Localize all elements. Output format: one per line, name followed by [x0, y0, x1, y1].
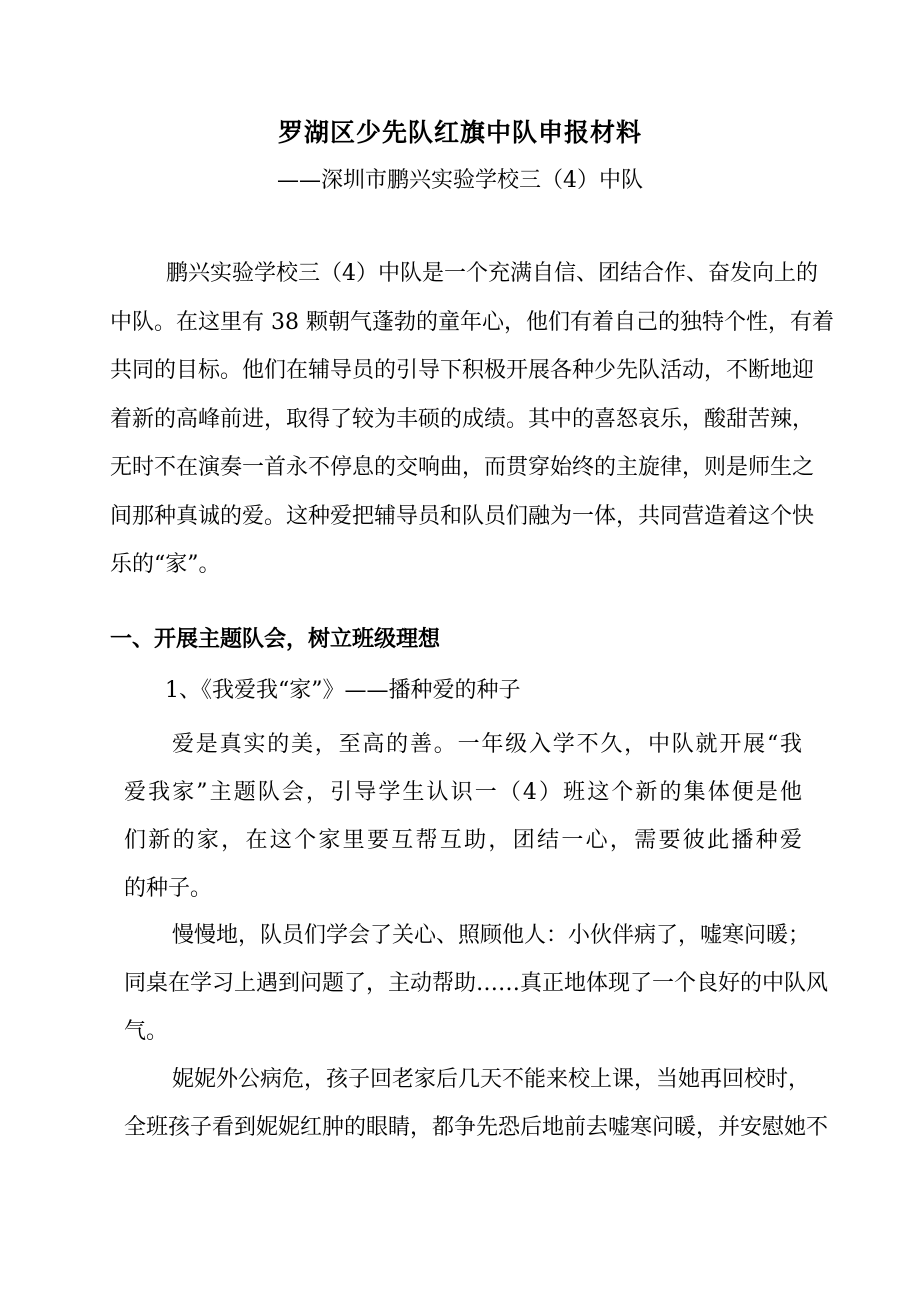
paragraph-line: 妮妮外公病危，孩子回老家后几天不能来校上课，当她再回校时， [172, 1067, 811, 1092]
intro-line: 乐的“家”。 [110, 552, 221, 577]
paragraph-line: 全班孩子看到妮妮红肿的眼睛，都争先恐后地前去嘘寒问暖，并安慰她不 [124, 1115, 829, 1140]
paragraph-line: 慢慢地，队员们学会了关心、照顾他人：小伙伴病了，嘘寒问暖； [172, 923, 811, 948]
intro-line: 鹏兴实验学校三（4）中队是一个充满自信、团结合作、奋发向上的 [166, 261, 818, 286]
document-title: 罗湖区少先队红旗中队申报材料 [277, 118, 642, 147]
body-paragraph [124, 721, 802, 913]
paragraph-line: 爱是真实的美，至高的善。一年级入学不久，中队就开展“我 [172, 732, 802, 757]
paragraph-line: 爱我家”主题队会，引导学生认识一（4）班这个新的集体便是他 [124, 780, 802, 805]
paragraph-line: 同桌在学习上遇到问题了，主动帮助……真正地体现了一个良好的中队风 [124, 971, 829, 996]
intro-line: 共同的目标。他们在辅导员的引导下积极开展各种少先队活动，不断地迎 [110, 358, 815, 383]
body-paragraph [124, 1056, 829, 1152]
section-sub-heading: 1、《我爱我“家”》——播种爱的种子 [165, 678, 521, 703]
intro-line: 中队。在这里有 38 颗朝气蓬勃的童年心，他们有着自己的独特个性，有着 [110, 309, 834, 335]
paragraph-line: 的种子。 [124, 876, 213, 901]
intro-line: 间那种真诚的爱。这种爱把辅导员和队员们融为一体，共同营造着这个快 [110, 503, 815, 529]
paragraph-line: 气。 [124, 1019, 169, 1044]
intro-line: 无时不在演奏一首永不停息的交响曲，而贯穿始终的主旋律，则是师生之 [110, 455, 815, 480]
intro-paragraph [110, 250, 834, 590]
document-subtitle: ——深圳市鹏兴实验学校三（4）中队 [277, 168, 643, 193]
intro-line: 着新的高峰前进，取得了较为丰硕的成绩。其中的喜怒哀乐，酸甜苦辣， [110, 406, 815, 432]
section-heading: 一、开展主题队会，树立班级理想 [110, 626, 441, 652]
paragraph-line: 们新的家，在这个家里要互帮互助，团结一心，需要彼此播种爱 [124, 828, 802, 853]
body-paragraph [124, 912, 829, 1056]
